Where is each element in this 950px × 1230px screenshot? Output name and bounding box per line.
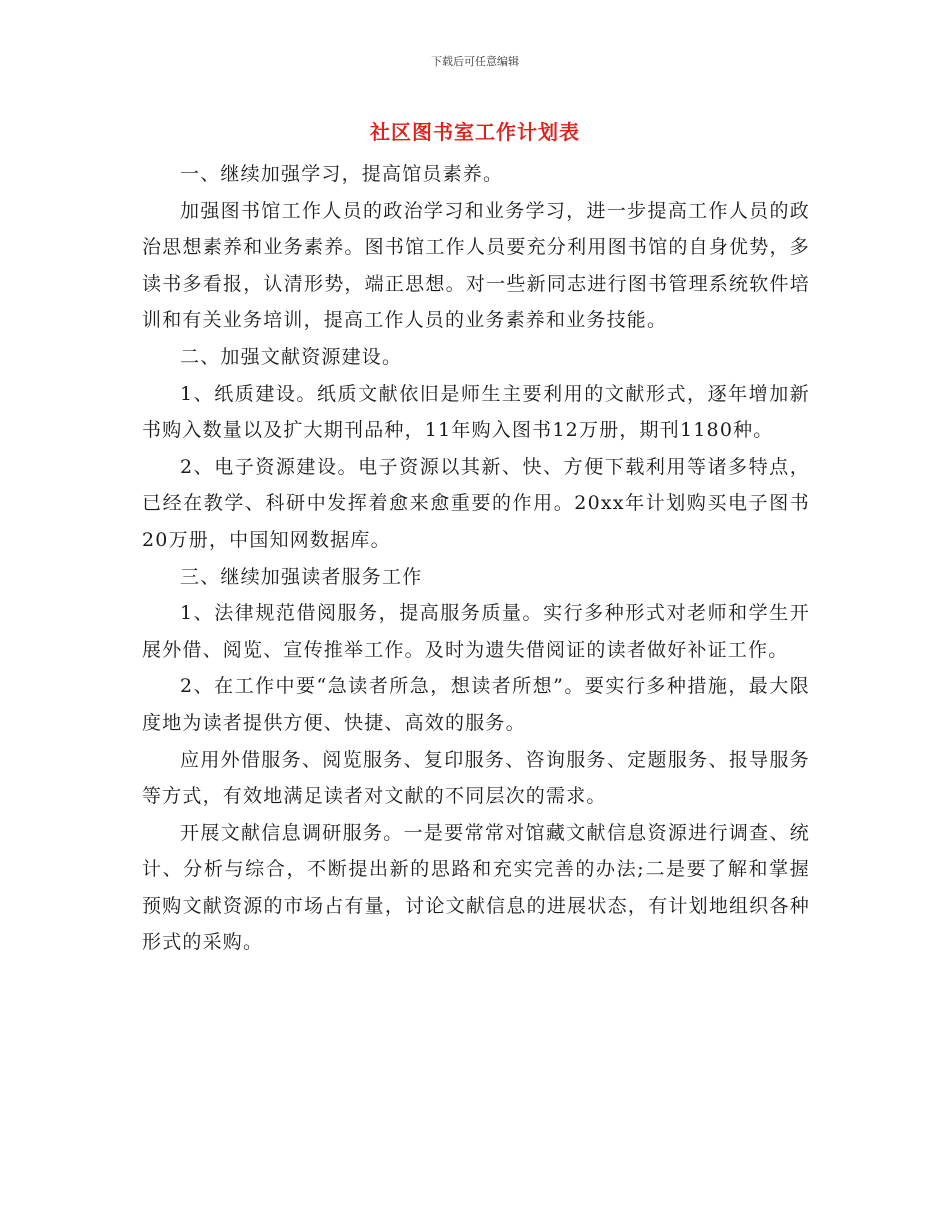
paragraph: 1、纸质建设。纸质文献依旧是师生主要利用的文献形式，逐年增加新书购入数量以及扩大期刊品种，11年购入图书12万册，期刊1180种。 [142, 382, 810, 442]
paragraph: 1、法律规范借阅服务，提高服务质量。实行多种形式对老师和学生开展外借、阅览、宣传推举工作。及时为遗失借阅证的读者做好补证工作。 [142, 602, 810, 661]
paragraph: 2、在工作中要“急读者所急，想读者所想”。要实行多种措施，最大限度地为读者提供方便、快捷、高效的服务。 [142, 675, 810, 734]
paragraph: 2、电子资源建设。电子资源以其新、快、方便下载利用等诸多特点，已经在教学、科研中发挥着愈来愈重要的作用。20xx年计划购买电子图书20万册，中国知网数据库。 [142, 455, 810, 551]
section-heading-2: 二、加强文献资源建设。 [180, 345, 403, 368]
section-heading-1: 一、继续加强学习，提高馆员素养。 [180, 163, 504, 185]
document-body [142, 156, 810, 961]
paragraph: 应用外借服务、阅览服务、复印服务、咨询服务、定题服务、报导服务等方式，有效地满足读者对文献的不同层次的需求。 [142, 748, 810, 808]
section-heading-3: 三、继续加强读者服务工作 [180, 565, 423, 588]
document-title: 社区图书室工作计划表 [370, 120, 580, 144]
paragraph: 加强图书馆工作人员的政治学习和业务学习，进一步提高工作人员的政治思想素养和业务素养。图书馆工作人员要充分利用图书馆的自身优势，多读书多看报，认清形势，端正思想。对一些新同志进行图书管理系统软件培训和有关业务培训，提高工作人员的业务素养和业务技能。 [142, 199, 810, 332]
header-note: 下载后可任意编辑 [431, 55, 519, 68]
paragraph: 开展文献信息调研服务。一是要常常对馆藏文献信息资源进行调查、统计、分析与综合，不断提出新的思路和充实完善的办法;二是要了解和掌握预购文献资源的市场占有量，讨论文献信息的进展状态，有计划地组织各种形式的采购。 [142, 821, 810, 954]
